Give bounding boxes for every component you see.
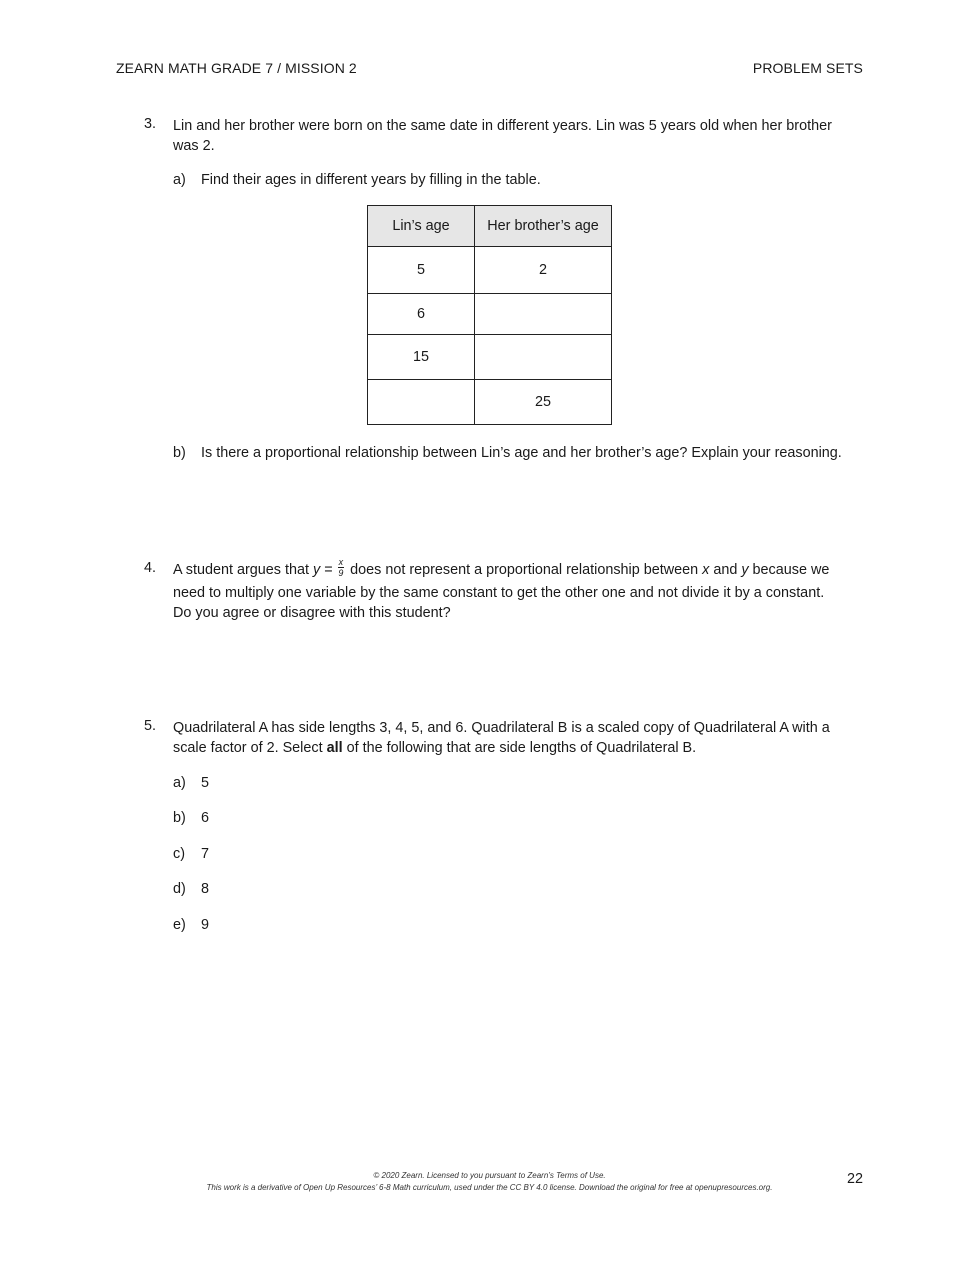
equals-sign: = xyxy=(320,562,337,578)
option-value: 8 xyxy=(201,881,210,897)
q4-prompt-line3: Do you agree or disagree with this student? xyxy=(173,605,451,621)
footer-license: This work is a derivative of Open Up Resources’ 6-8 Math curriculum, used under the CC BY 4.0 license. Download the original for free at openupresources.org. xyxy=(206,1183,773,1192)
option-value: 6 xyxy=(201,810,210,826)
option-label: d) xyxy=(173,881,186,897)
q5-emphasis: all xyxy=(326,740,343,756)
q4-prompt-line2: need to multiply one variable by the same constant to get the other one and not divide it by a constant. xyxy=(173,585,825,601)
q3b-text: Is there a proportional relationship between Lin’s age and her brother’s age? Explain your reasoning. xyxy=(201,445,842,461)
option-label: c) xyxy=(173,846,185,862)
table-header-brother: Her brother’s age xyxy=(475,206,612,247)
fraction-x-over-9 xyxy=(338,558,345,578)
table-cell: 15 xyxy=(368,335,475,380)
q3-number: 3. xyxy=(144,116,157,132)
q5-number: 5. xyxy=(144,718,157,734)
table-cell-blank[interactable] xyxy=(368,380,475,425)
q3a-label: a) xyxy=(173,172,186,188)
q5-prompt xyxy=(173,718,873,758)
q3-prompt xyxy=(173,116,873,156)
option-e[interactable] xyxy=(173,915,209,935)
table-cell: 2 xyxy=(475,247,612,294)
q5-text: of the following that are side lengths of Quadrilateral B. xyxy=(342,740,697,756)
q3a-text: Find their ages in different years by filling in the table. xyxy=(201,172,541,188)
option-value: 5 xyxy=(201,775,210,791)
q4-number: 4. xyxy=(144,560,157,576)
table-row xyxy=(368,335,612,380)
table-cell: 5 xyxy=(368,247,475,294)
table-row xyxy=(368,380,612,425)
q5-prompt-line2 xyxy=(173,738,873,758)
option-label: b) xyxy=(173,810,186,826)
q5-text: scale factor of 2. Select xyxy=(173,740,327,756)
q4-prompt xyxy=(173,557,873,623)
ages-table xyxy=(367,205,612,425)
table-header-row xyxy=(368,206,612,247)
table-row xyxy=(368,247,612,294)
table-header-lin: Lin’s age xyxy=(368,206,475,247)
header-section: PROBLEM SETS xyxy=(752,60,863,76)
q3-prompt-line2: was 2. xyxy=(173,138,215,154)
q4-text: A student argues that xyxy=(173,562,314,578)
variable-y: y xyxy=(741,562,749,578)
option-d[interactable] xyxy=(173,879,209,899)
header-title: ZEARN MATH GRADE 7 / MISSION 2 xyxy=(116,60,357,76)
option-value: 9 xyxy=(201,917,210,933)
option-label: a) xyxy=(173,775,186,791)
fraction-denominator: 9 xyxy=(338,568,344,579)
q4-text: because we xyxy=(748,562,830,578)
option-c[interactable] xyxy=(173,844,209,864)
q5-prompt-line1: Quadrilateral A has side lengths 3, 4, 5, and 6. Quadrilateral B is a scaled copy of Quadrilateral A with a xyxy=(173,720,830,736)
option-b[interactable] xyxy=(173,808,209,828)
option-value: 7 xyxy=(201,846,210,862)
page-number: 22 xyxy=(846,1171,863,1187)
table-cell: 25 xyxy=(475,380,612,425)
table-row xyxy=(368,294,612,335)
footer-copyright: © 2020 Zearn. Licensed to you pursuant to Zearn’s Terms of Use. xyxy=(373,1171,606,1180)
variable-y: y xyxy=(313,562,321,578)
table-cell-blank[interactable] xyxy=(475,294,612,335)
fraction-numerator: x xyxy=(338,557,344,568)
table-cell-blank[interactable] xyxy=(475,335,612,380)
variable-x: x xyxy=(702,562,710,578)
q4-text: and xyxy=(709,562,742,578)
q3b-label: b) xyxy=(173,445,186,461)
q4-prompt-line1 xyxy=(173,557,873,583)
option-label: e) xyxy=(173,917,186,933)
q3-prompt-line1: Lin and her brother were born on the same date in different years. Lin was 5 years old when her brother xyxy=(173,118,832,134)
option-a[interactable] xyxy=(173,773,209,793)
q4-text: does not represent a proportional relationship between xyxy=(346,562,703,578)
table-cell: 6 xyxy=(368,294,475,335)
